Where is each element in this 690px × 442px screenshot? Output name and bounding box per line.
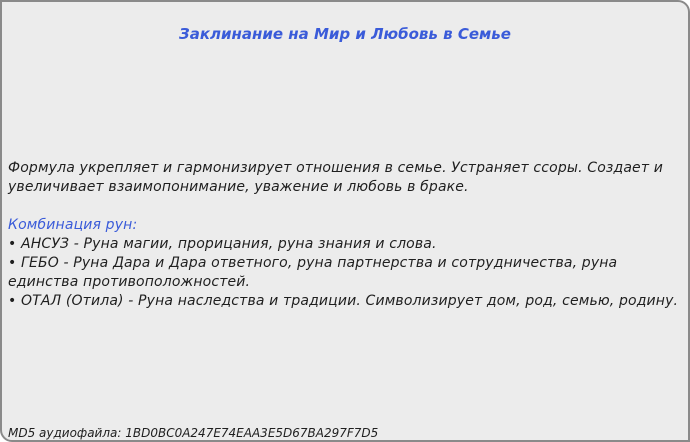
rune-item-gebo: • ГЕБО - Руна Дара и Дара ответного, руна партнерства и сотрудничества, руна единства противоположностей. bbox=[8, 255, 618, 290]
rune-item-otal: • ОТАЛ (Отила) - Руна наследства и традиции. Символизирует дом, род, семью, родину. bbox=[8, 293, 679, 309]
audio-md5: MD5 аудиофайла: 1BD0BC0A247E74EAA3E5D67BA297F7D5 bbox=[8, 426, 379, 440]
spell-body bbox=[8, 159, 684, 311]
spell-description: Формула укрепляет и гармонизирует отношения в семье. Устраняет ссоры. Создает и увеличивает взаимопонимание, уважение и любовь в браке. bbox=[8, 160, 663, 195]
runes-heading: Комбинация рун: bbox=[8, 217, 138, 233]
spell-title: Заклинание на Мир и Любовь в Семье bbox=[179, 25, 511, 43]
rune-item-ansuz: • АНСУЗ - Руна магии, прорицания, руна знания и слова. bbox=[8, 236, 437, 252]
paragraph-gap bbox=[8, 197, 684, 216]
